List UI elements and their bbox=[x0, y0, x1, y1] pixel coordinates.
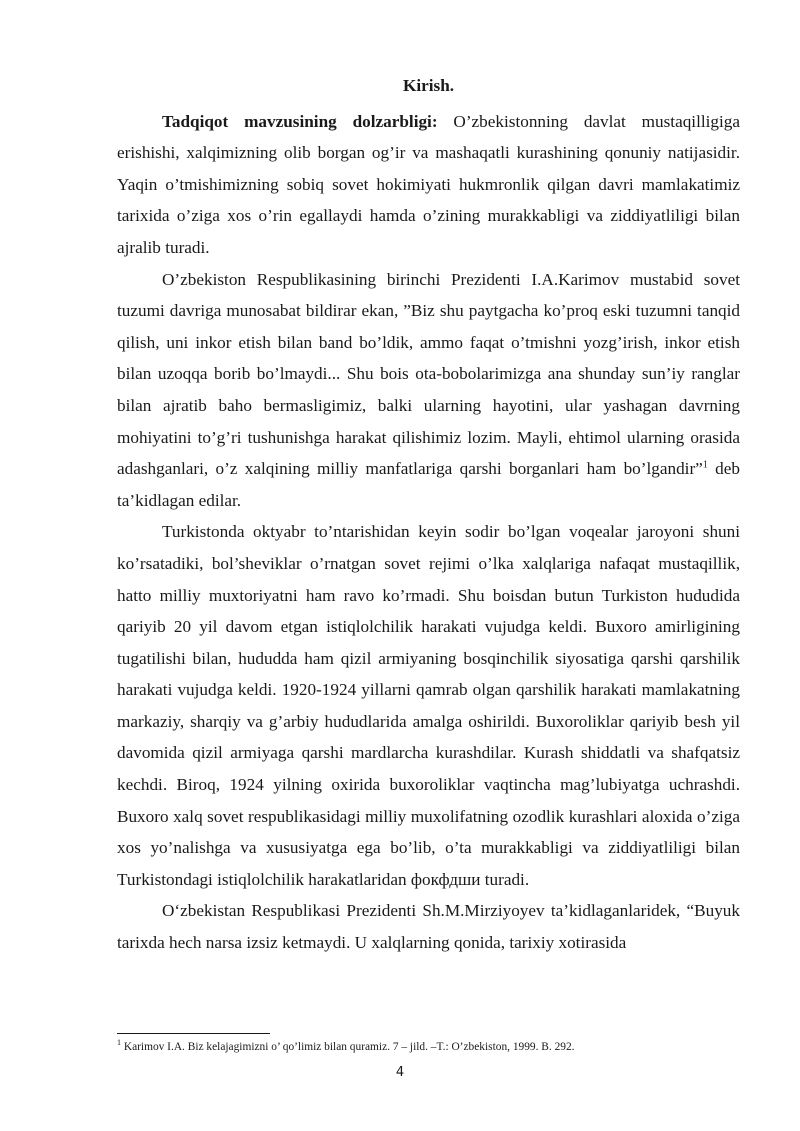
footnote-marker: 1 bbox=[117, 1038, 121, 1048]
paragraph-mirziyoyev bbox=[117, 895, 740, 958]
paragraph-text-tail: deb ta’kidlagan edilar. bbox=[117, 459, 740, 510]
paragraph-text: O‘zbekistan Respublikasi Prezidenti Sh.M.Mirziyoyev ta’kidlaganlaridek, “Buyuk tarixda hech narsa izsiz ketmaydi. U xalqlarning qonida, tarixiy xotirasida bbox=[117, 901, 740, 953]
page-number: 4 bbox=[395, 1065, 405, 1080]
paragraph-text: O’zbekistonning davlat mustaqilligiga erishishi, xalqimizning olib borgan og’ir va mashaqatli kurashining qonuniy natijasidir. Yaqin o’tmishimizning sobiq sovet hokimiyati hukmronlik qilgan davri mamlakatimiz tarixida o’ziga xos o’rin egallaydi hamda o’zining murakkabligi va ziddiyatliligi bilan ajralib turadi. bbox=[117, 111, 740, 257]
footnote bbox=[117, 1040, 757, 1055]
paragraph-karimov-quote bbox=[117, 264, 740, 517]
paragraph-turkistan bbox=[117, 516, 740, 895]
paragraph-text: Turkistonda oktyabr to’ntarishidan keyin sodir bo’lgan voqealar jaroyoni shuni ko’rsatadiki, bol’sheviklar o’rnatgan sovet rejimi o’lka xalqlariga nafaqat mustaqillik, hatto milliy muxtoriyatni ham ravo ko’rmadi. Shu boisdan butun Turkiston hududida qariyib 20 yil davom etgan istiqlolchilik harakati vujudga keldi. Buxoro amirligining tugatilishi bilan, hududda ham qizil armiyaning bosqinchilik siyosatiga qarshi qarshilik harakati vujudga keldi. 1920-1924 yillarni qamrab olgan qarshilik harakati mamlakatning markaziy, sharqiy va g’arbiy hududlarida amalga oshirildi. Buxoroliklar qariyib besh yil davomida qizil armiyaga qarshi mardlarcha kurashdilar. Kurash shiddatli va shafqatsiz kechdi. Biroq, 1924 yilning oxirida buxoroliklar vaqtincha mag’lubiyatga uchrashdi. Buxoro xalq sovet respublikasidagi milliy muxolifatning ozodlik kurashlari aloxida o’ziga xos yo’nalishga va xususiyatga ega bo’lib, o’ta murakkabligi va ziddiyatliligi bilan Turkistondagi istiqlolchilik harakatlaridan фокфдши turadi. bbox=[117, 522, 740, 889]
page-body bbox=[117, 70, 740, 959]
footnote-reference[interactable]: 1 bbox=[702, 459, 708, 471]
paragraph-text: O’zbekiston Respublikasining birinchi Prezidenti I.A.Karimov mustabid sovet tuzumi davriga munosabat bildirar ekan, ”Biz shu paytgacha ko’proq eski tuzumni tanqid qilish, uni inkor etish bilan band bo’ldik, ammo faqat o’tmishni yozg’irish, inkor etish bilan uzoqqa borib bo’lmaydi... Shu bois ota-bobolarimizga ana shunday sun’iy ranglar bilan ajratib baho bermasligimiz, balki ularning hayotini, ular yashagan davrning mohiyatini to’g’ri tushunishga harakat qilishimiz lozim. Mayli, ehtimol ularning orasida adashganlari, o’z xalqining milliy manfatlariga qarshi borganlari ham bo’lgandir” bbox=[117, 269, 740, 479]
paragraph-relevance bbox=[117, 106, 740, 264]
page-title: Kirish. bbox=[402, 76, 455, 95]
footnote-text: Karimov I.A. Biz kelajagimizni o’ qo’limiz bilan quramiz. 7 – jild. –T.: O’zbekiston, 1999. B. 292. bbox=[121, 1041, 575, 1053]
paragraph-lead-heading: Tadqiqot mavzusining dolzarbligi: bbox=[162, 111, 438, 131]
footnote-divider bbox=[117, 1033, 270, 1034]
